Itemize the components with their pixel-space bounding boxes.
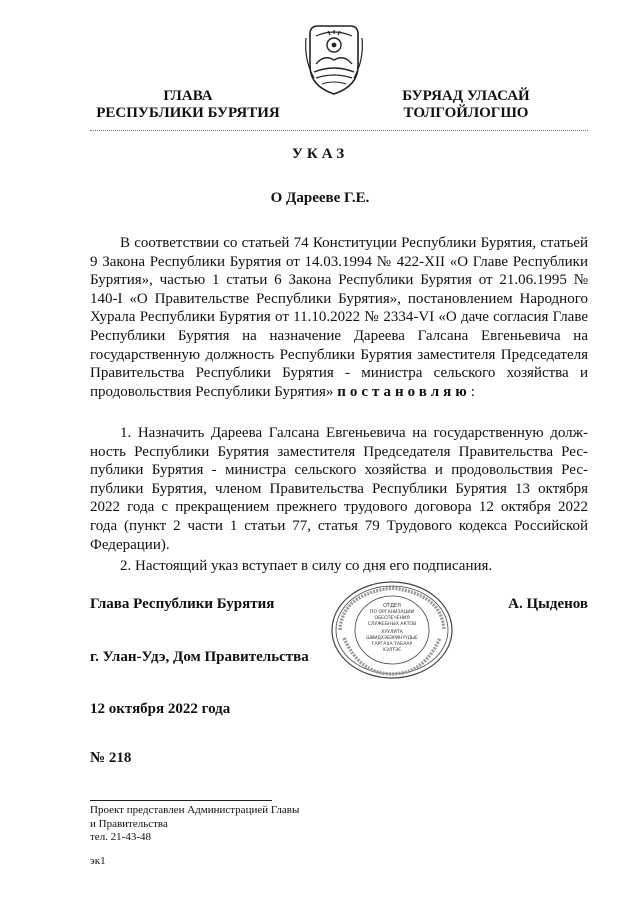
signatory-position: Глава Республики Бурятия [90, 596, 275, 612]
document-subject: О Дарееве Г.Е. [270, 190, 370, 206]
signing-place: г. Улан-Удэ, Дом Правительства [90, 649, 309, 665]
footer-line-1: Проект представлен Администрацией Главы [90, 804, 300, 816]
header-divider [90, 130, 588, 131]
coat-of-arms-emblem [304, 20, 364, 96]
decree-item-2: 2. Настоящий указ вступает в силу со дня его подписания. [120, 558, 493, 574]
issuer-title-line1: ГЛАВА [163, 88, 213, 104]
preamble-text: В соответствии со статьей 74 Конституции Республики Бурятия, статьей 9 Закона Республики Бурятия от 14.03.1994 № 422-XII «О Главе Республики Бурятия», частью 1 статьи 6 Закона Республики Бурятия от 21.06.1995 № 140-I «О Правительстве Республики Бурятия», постановлением Народного Хурала Республики Бурятия от 11.10.2022 № 2334-VI «О даче согласия Главе Республики Бурятия на назначение Дареева Галсана Евгеньевича на государственную должность Республики Бурятия заместителя Председателя Правительства Республики Бурятия - министра сельского хозяйства и продовольствия Республики Бурятия» [90, 235, 588, 400]
seal-line-7: ГАРГАХА ТАБААР [371, 642, 413, 647]
seal-line-2: ПО ОРГАНИЗАЦИИ [369, 610, 415, 615]
seal-line-6: ШИИДХЭБЭРИНҮҮДЫЕ [366, 636, 418, 641]
footer-phone: тел. 21-43-48 [90, 831, 152, 843]
decree-word: постановляю [337, 383, 471, 400]
issuer-title-buryat-line2: ТОЛГОЙЛОГШО [403, 105, 529, 121]
issuer-header-buryat [382, 88, 550, 122]
footer-line-2: и Правительства [90, 817, 168, 830]
decree-item-1: 1. Назначить Дареева Галсана Евгеньевича на государственную должность Республики Бурятия заместителя Председателя Правительства Республики Бурятия - министра сельского хозяйства и продовольствия Республики Бурятия, членом Правительства Республики Бурятия 13 октября 2022 года с прекращением прежнего трудового договора 12 октября 2022 года (пункт 2 части 1 статьи 77, статья 79 Трудового кодекса Российской Федерации). [90, 425, 588, 553]
footer-note [90, 804, 490, 845]
signatory-name: А. Цыденов [508, 596, 588, 612]
signing-date: 12 октября 2022 года [90, 701, 231, 717]
preamble-paragraph [90, 234, 588, 401]
document-number: № 218 [90, 750, 132, 766]
seal-line-5: ХУУЛИТА [381, 630, 403, 635]
seal-line-1: ОТДЕЛ [383, 603, 401, 609]
seal-line-4: СЛУЖЕБНЫХ АКТОВ [367, 622, 417, 627]
seal-line-8: ХЭЛТЭС [382, 648, 402, 653]
decree-colon: : [470, 383, 475, 400]
issuer-title-line2: РЕСПУБЛИКИ БУРЯТИЯ [96, 105, 280, 121]
official-seal-stamp [330, 580, 454, 680]
document-title: УКАЗ [291, 146, 349, 162]
document-code: эк1 [90, 855, 106, 867]
issuer-header-russian [78, 88, 298, 122]
issuer-title-buryat-line1: БУРЯАД УЛАСАЙ [402, 88, 530, 104]
seal-line-3: ОБЕСПЕЧЕНИЯ [374, 616, 410, 621]
footer-divider [90, 800, 272, 801]
